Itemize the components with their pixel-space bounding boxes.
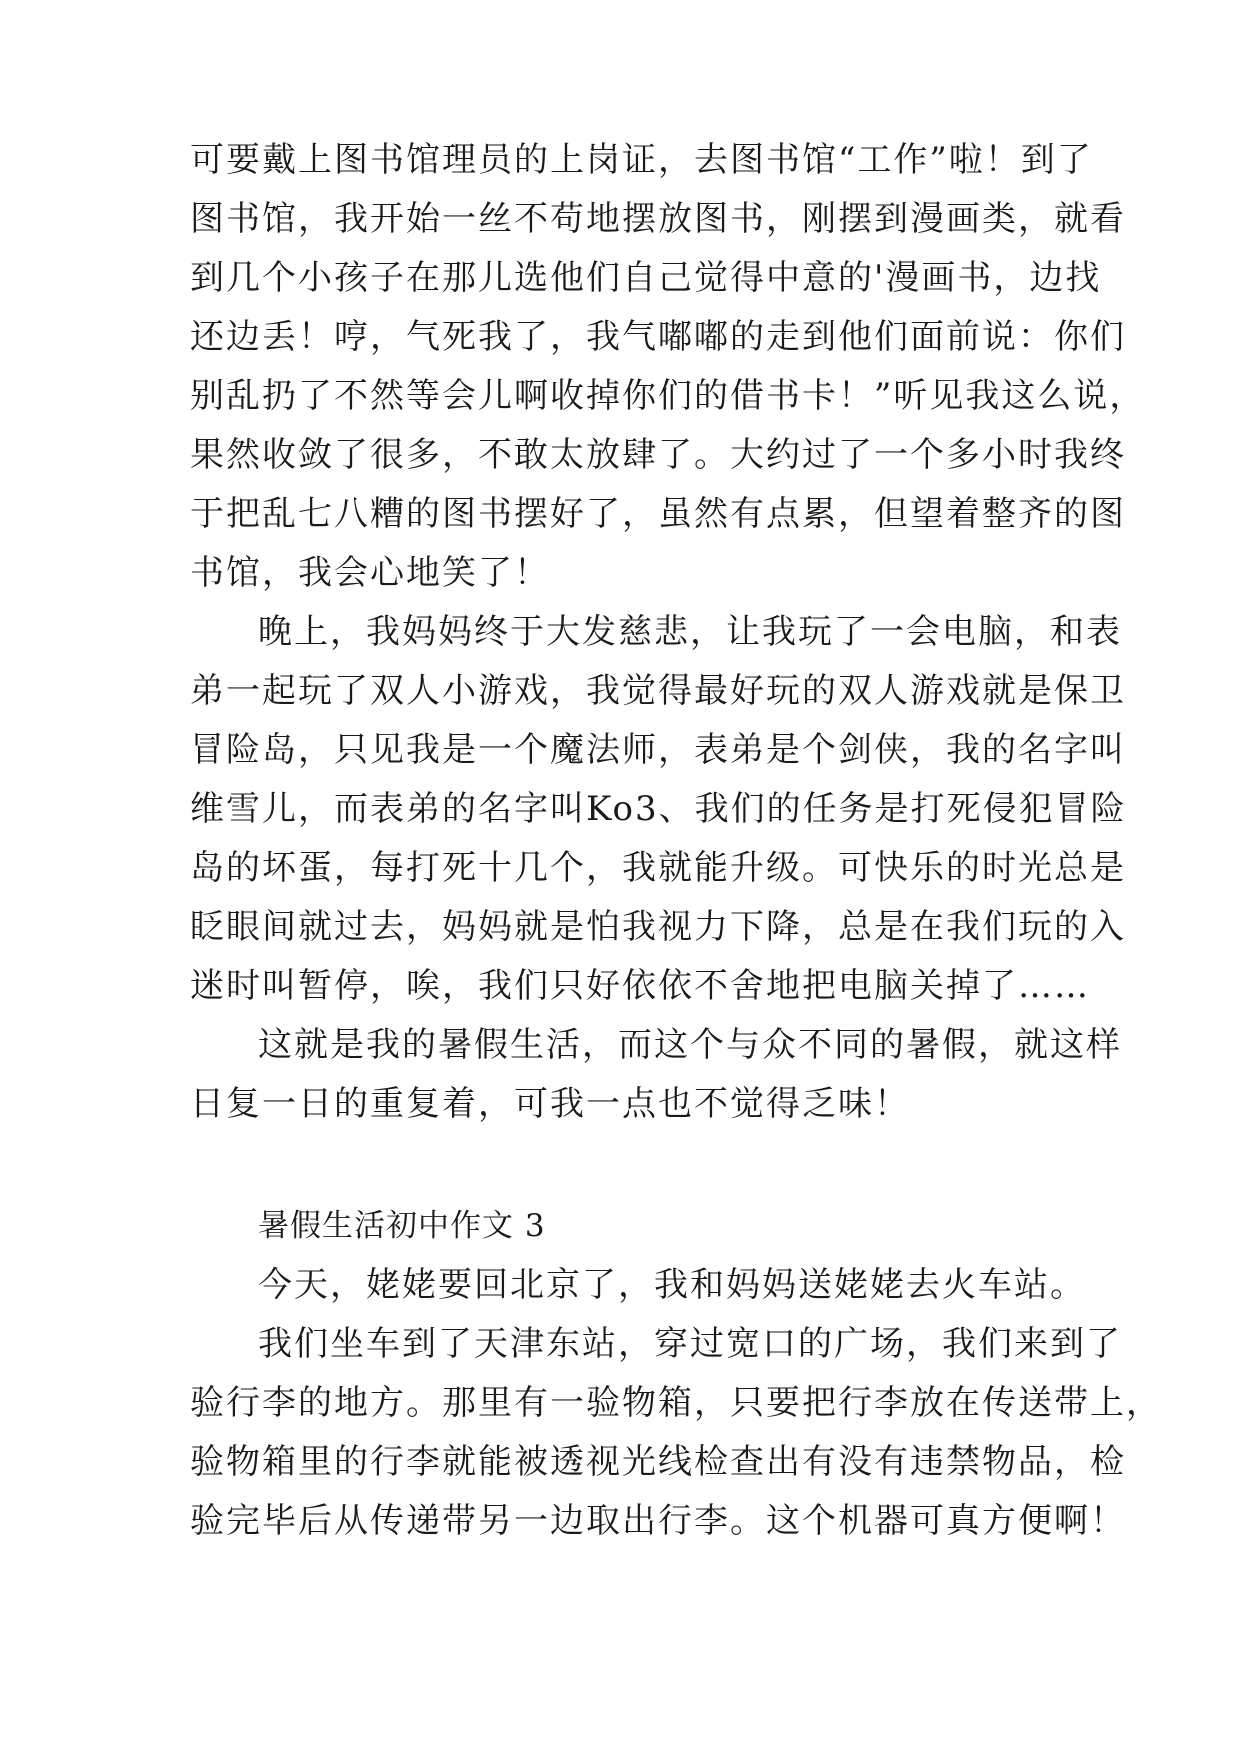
paragraph-2-line: 弟一起玩了双人小游戏，我觉得最好玩的双人游戏就是保卫 — [190, 671, 1126, 711]
paragraph-2-line: 冒险岛，只见我是一个魔法师，表弟是个剑侠，我的名字叫 — [190, 730, 1126, 770]
paragraph-2-line: 晚上，我妈妈终于大发慈悲，让我玩了一会电脑，和表 — [258, 612, 1122, 652]
paragraph-1-line: 果然收敛了很多，不敢太放肆了。大约过了一个多小时我终 — [190, 435, 1126, 475]
paragraph-1-line: 可要戴上图书馆理员的上岗证，去图书馆“工作”啦！到了 — [190, 140, 1093, 180]
section-title: 暑假生活初中作文 3 — [258, 1208, 546, 1244]
paragraph-2-line: 维雪儿，而表弟的名字叫Ko3、我们的任务是打死侵犯冒险 — [190, 789, 1127, 829]
paragraph-5-line: 验行李的地方。那里有一验物箱，只要把行李放在传送带上， — [190, 1383, 1162, 1423]
paragraph-1-line: 书馆，我会心地笑了！ — [190, 553, 550, 593]
paragraph-1-line: 于把乱七八糟的图书摆好了，虽然有点累，但望着整齐的图 — [190, 494, 1126, 534]
paragraph-1-line: 到几个小孩子在那儿选他们自己觉得中意的'漫画书，边找 — [190, 258, 1102, 298]
paragraph-2-line: 迷时叫暂停，唉，我们只好依依不舍地把电脑关掉了…… — [190, 966, 1090, 1006]
paragraph-4-line: 今天，姥姥要回北京了，我和妈妈送姥姥去火车站。 — [258, 1265, 1086, 1305]
paragraph-5-line: 验物箱里的行李就能被透视光线检查出有没有违禁物品，检 — [190, 1442, 1126, 1482]
paragraph-5-line: 我们坐车到了天津东站，穿过宽口的广场，我们来到了 — [258, 1324, 1122, 1364]
paragraph-5-line: 验完毕后从传递带另一边取出行李。这个机器可真方便啊！ — [190, 1501, 1126, 1541]
paragraph-1-line: 别乱扔了不然等会儿啊收掉你们的借书卡！”听见我这么说， — [190, 376, 1146, 416]
paragraph-3-line: 这就是我的暑假生活，而这个与众不同的暑假，就这样 — [258, 1025, 1122, 1065]
paragraph-3-line: 日复一日的重复着，可我一点也不觉得乏味！ — [190, 1084, 910, 1124]
paragraph-2-line: 眨眼间就过去，妈妈就是怕我视力下降，总是在我们玩的入 — [190, 907, 1126, 947]
paragraph-1-line: 还边丢！哼，气死我了，我气嘟嘟的走到他们面前说：你们 — [190, 317, 1126, 357]
paragraph-2-line: 岛的坏蛋，每打死十几个，我就能升级。可快乐的时光总是 — [190, 848, 1126, 888]
paragraph-1-line: 图书馆，我开始一丝不苟地摆放图书，刚摆到漫画类，就看 — [190, 199, 1126, 239]
